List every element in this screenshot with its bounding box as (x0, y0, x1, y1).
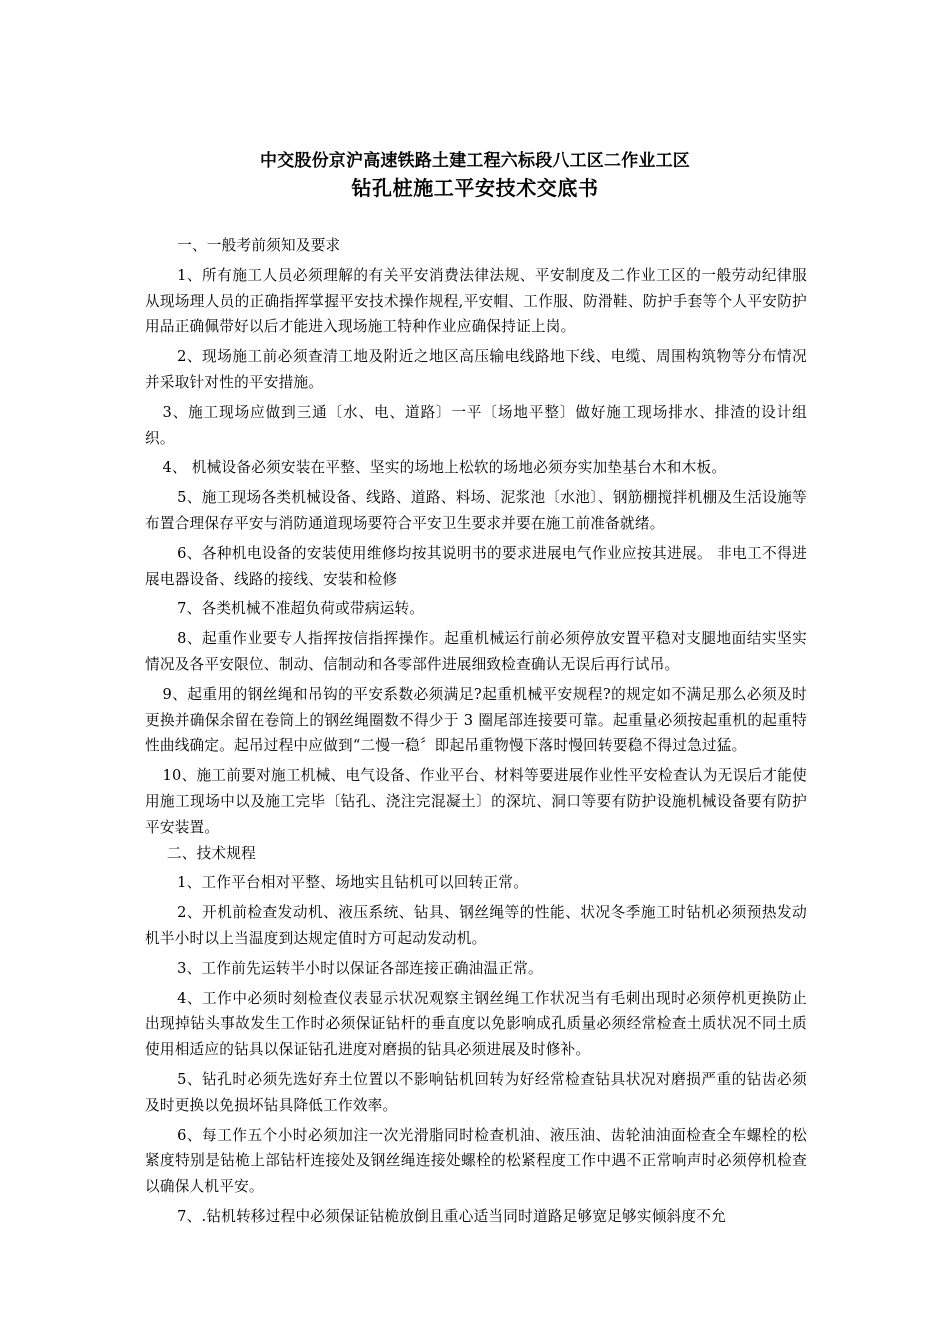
paragraph-item-1-2: 2、现场施工前必须查清工地及附近之地区高压输电线路地下线、电缆、周围构筑物等分布情况并采取针对性的平安措施。 (145, 348, 807, 391)
paragraph-item-2-6: 6、每工作五个小时必须加注一次光滑脂同时检查机油、液压油、齿轮油油面检查全车螺栓的松紧度特别是钻桅上部钻杆连接处及钢丝绳连接处螺栓的松紧程度工作中遇不正常响声时必须停机检查以确保人机平安。 (145, 1126, 807, 1196)
section-heading-general: 一、一般考前须知及要求 (177, 237, 341, 254)
section-heading-technical: 二、技术规程 (166, 844, 256, 862)
paragraph-item-2-3: 3、工作前先运转半小时以保证各部连接正确油温正常。 (177, 959, 543, 977)
project-title: 中交股份京沪高速铁路土建工程六标段八工区二作业工区 (260, 151, 690, 171)
paragraph-item-2-7: 7、.钻机转移过程中必须保证钻桅放倒且重心适当同时道路足够宽足够实倾斜度不允 (177, 1207, 726, 1225)
document-body (145, 233, 807, 1230)
paragraph-item-1-5: 5、施工现场各类机械设备、线路、道路、料场、泥浆池〔水池〕、钢筋棚搅拌机棚及生活设施等布置合理保存平安与消防通道现场要符合平安卫生要求并要在施工前准备就绪。 (145, 489, 807, 532)
document-subtitle: 钻孔桩施工平安技术交底书 (351, 176, 599, 200)
paragraph-item-1-3: 3、施工现场应做到三通〔水、电、道路〕一平〔场地平整〕做好施工现场排水、排渣的设计组织。 (145, 403, 807, 447)
paragraph-item-1-10: 10、施工前要对施工机械、电气设备、作业平台、材料等要进展作业性平安检查认为无误后才能使用施工现场中以及施工完毕〔钻孔、浇注完混凝土〕的深坑、洞口等要有防护设施机械设备要有防护平安装置。 (145, 767, 807, 836)
paragraph-item-1-4: 4、 机械设备必须安装在平整、坚实的场地上松软的场地必须夯实加垫基台木和木板。 (162, 459, 727, 477)
paragraph-item-1-1: 1、所有施工人员必须理解的有关平安消费法律法规、平安制度及二作业工区的一般劳动纪律服从现场理人员的正确指挥掌握平安技术操作规程,平安帽、工作服、防滑鞋、防护手套等个人平安防护用品正确佩带好以后才能进入现场施工特种作业应确保持证上岗。 (145, 266, 807, 336)
paragraph-item-1-7: 7、各类机械不准超负荷或带病运转。 (177, 600, 425, 618)
paragraph-item-2-1: 1、工作平台相对平整、场地实且钻机可以回转正常。 (177, 874, 529, 892)
paragraph-item-1-9: 9、起重用的钢丝绳和吊钩的平安系数必须满足?起重机械平安规程?的规定如不满足那么必须及时更换并确保余留在卷筒上的钢丝绳圈数不得少于 3 圈尾部连接要可靠。起重量必须按起重机的起重特性曲线确定。起吊过程中应做到“二慢一稳〞即起吊重物慢下落时慢回转要稳不得过急过猛。 (145, 685, 807, 755)
paragraph-item-2-2: 2、开机前检查发动机、液压系统、钻具、钢丝绳等的性能、状况冬季施工时钻机必须预热发动机半小时以上当温度到达规定值时方可起动发动机。 (145, 904, 807, 947)
paragraph-item-2-4: 4、工作中必须时刻检查仪表显示状况观察主钢丝绳工作状况当有毛刺出现时必须停机更换防止出现掉钻头事故发生工作时必须保证钻杆的垂直度以免影响成孔质量必须经常检查土质状况不同土质使用相适应的钻具以保证钻孔进度对磨损的钻具必须进展及时修补。 (145, 989, 807, 1059)
paragraph-item-1-6: 6、各种机电设备的安装使用维修均按其说明书的要求进展电气作业应按其进展。 非电工不得进展电器设备、线路的接线、安装和检修 (145, 544, 807, 588)
document-title (0, 148, 950, 202)
paragraph-item-2-5: 5、钻孔时必须先选好弃土位置以不影响钻机回转为好经常检查钻具状况对磨损严重的钻齿必须及时更换以免损坏钻具降低工作效率。 (145, 1070, 807, 1114)
paragraph-item-1-8: 8、起重作业要专人指挥按信指挥操作。起重机械运行前必须停放安置平稳对支腿地面结实坚实情况及各平安限位、制动、信制动和各零部件进展细致检查确认无误后再行试吊。 (145, 630, 807, 673)
